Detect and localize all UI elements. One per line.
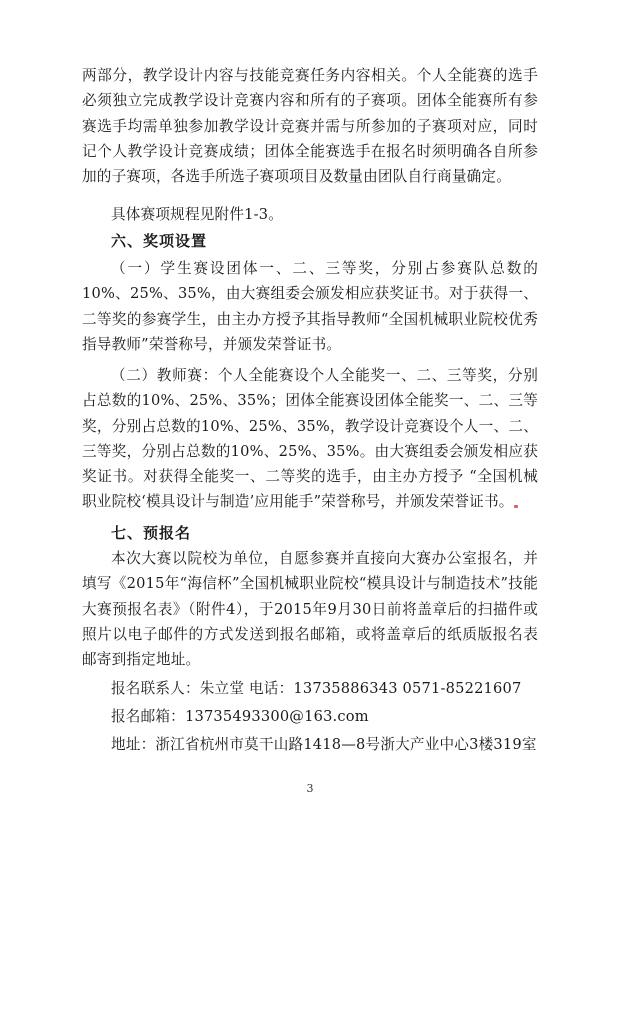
address-line: 地址：浙江省杭州市莫干山路1418—8号浙大产业中心3楼319室: [111, 736, 537, 753]
paragraph-awards-students: （一）学生赛设团体一、二、三等奖，分别占参赛队总数的10%、25%、35%，由大赛组委会颁发相应获奖证书。对于获得一、二等奖的参赛学生，由主办方授予其指导教师“全国机械职业院校优秀指导教师”荣誉称号，并颁发荣誉证书。: [82, 260, 538, 353]
paragraph-awards-teachers: （二）教师赛：个人全能赛设个人全能奖一、二、三等奖，分别占总数的10%、25%、35%；团体全能赛设团体全能奖一、二、三等奖，分别占总数的10%、25%、35%，教学设计竞赛设个人一、二、三等奖，分别占总数的10%、25%、35%。由大赛组委会颁发相应获奖证书。对获得全能奖一、二等奖的选手，由主办方授予 “全国机械职业院校‘模具设计与制造’应用能手”荣誉称号，并颁发荣誉证书。: [82, 367, 538, 511]
email-line: 报名邮箱：13735493300@163.com: [111, 708, 369, 725]
heading-awards: 六、奖项设置: [111, 232, 208, 250]
contact-line: 报名联系人：朱立堂 电话：13735886343 0571-85221607: [111, 680, 522, 697]
paragraph-rules: 具体赛项规程见附件1-3。: [111, 206, 284, 223]
heading-prereg: 七、预报名: [111, 524, 192, 542]
page-number: 3: [306, 782, 314, 795]
paragraph-prereg: 本次大赛以院校为单位，自愿参赛并直接向大赛办公室报名，并填写《2015年“海信杯”全国机械职业院校“模具设计与制造技术”技能大赛预报名表》（附件4），于2015年9月30日前将盖章后的扫描件或照片以电子邮件的方式发送到报名邮箱，或将盖章后的纸质版报名表邮寄到指定地址。: [82, 550, 538, 669]
red-dot-mark: [514, 505, 518, 508]
paragraph-intro: 两部分，教学设计内容与技能竞赛任务内容相关。个人全能赛的选手必须独立完成教学设计竞赛内容和所有的子赛项。团体全能赛所有参赛选手均需单独参加教学设计竞赛并需与所参加的子赛项对应，同时记个人教学设计竞赛成绩；团体全能赛选手在报名时须明确各自所参加的子赛项，各选手所选子赛项项目及数量由团队自行商量确定。: [82, 67, 538, 186]
